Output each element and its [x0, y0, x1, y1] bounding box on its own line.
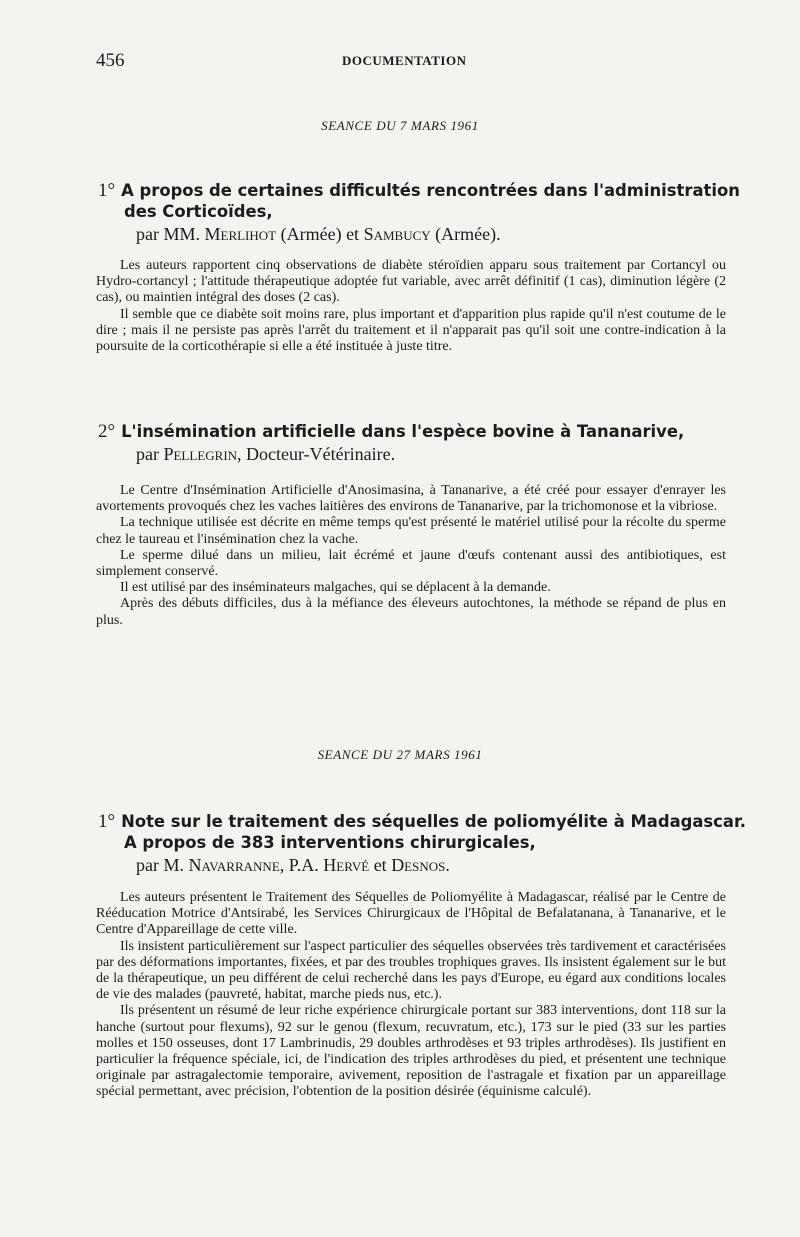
author-name: Merlihot: [204, 224, 277, 244]
author-name: Desnos: [391, 855, 446, 875]
article-authors: par M. Navarranne, P.A. Hervé et Desnos.: [136, 855, 450, 875]
paragraph: Après des débuts difficiles, dus à la méfiance des éleveurs autochtones, la méthode se répand de plus en plus.: [96, 596, 726, 628]
paragraph: Il est utilisé par des inséminateurs malgaches, qui se déplacent à la demande.: [120, 580, 551, 596]
paragraph: Le Centre d'Insémination Artificielle d'Anosimasina, à Tananarive, a été créé pour essayer d'enrayer les avortements provoqués chez les vaches laitières des environs de Tananarive, par la trichomonose et la vibriose.: [96, 483, 726, 515]
author-name: Pellegrin: [163, 444, 238, 464]
paragraph: Les auteurs présentent le Traitement des Séquelles de Poliomyélite à Madagascar, réalisé par le Centre de Rééducation Motrice d'Antsirabé, les Services Chirurgicaux de l'Hôpital de Befalatanana, à Tananarive, et le Centre d'Appareillage de cette ville.: [96, 890, 726, 938]
article-body: [96, 258, 726, 355]
paragraph: Les auteurs rapportent cinq observations de diabète stéroïdien apparu sous traitement par Cortancyl ou Hydro-cortancyl ; l'attitude thérapeutique adoptée fut variable, avec arrêt définitif (1 cas), diminution légère (2 cas), ou maintien intégral des doses (2 cas).: [96, 258, 726, 306]
author-name: Hervé: [323, 855, 370, 875]
running-title: DOCUMENTATION: [342, 53, 467, 68]
paragraph: Ils insistent particulièrement sur l'aspect particulier des séquelles observées très tardivement et caractérisées par des déformations importantes, fixées, et par des troubles trophiques graves. Ils insistent également sur le but de la thérapeutique, un peu différent de celui recherché dans les pays d'Europe, eu égard aux conditions locales de vie des malades (pauvreté, habitat, marche pieds nus, etc.).: [96, 938, 726, 1003]
author-name: Navarranne: [188, 855, 280, 875]
article-title-line: 1° Note sur le traitement des séquelles de poliomyélite à Madagascar.: [98, 811, 746, 832]
author-name: Sambucy: [363, 224, 431, 244]
article-title-line: A propos de 383 interventions chirurgicales,: [124, 833, 536, 852]
article-authors: par Pellegrin, Docteur-Vétérinaire.: [136, 444, 396, 464]
paragraph: La technique utilisée est décrite en même temps qu'est présenté le matériel utilisé pour la récolte du sperme chez le taureau et l'insémination chez la vache.: [96, 515, 726, 547]
session-heading: SEANCE DU 7 MARS 1961: [321, 118, 479, 133]
article-body: [96, 483, 726, 629]
session-heading: SEANCE DU 27 MARS 1961: [317, 747, 483, 762]
article-title: [98, 811, 746, 877]
article-title-line: des Corticoïdes,: [124, 202, 273, 221]
article-title: [98, 421, 738, 466]
article-title: [98, 180, 738, 246]
article-body: [96, 890, 726, 1101]
paragraph: Il semble que ce diabète soit moins rare, plus important et d'apparition plus rapide qu'il n'est coutume de le dire ; mais il ne persiste pas après l'arrêt du traitement et il n'apparait pas qu'il soit une contre-indication à la poursuite de la corticothérapie si elle a été instituée à juste titre.: [96, 306, 726, 355]
article-number: 1°: [98, 180, 116, 201]
page-number: 456: [96, 50, 125, 71]
article-title-line: 1° A propos de certaines difficultés rencontrées dans l'administration: [98, 180, 740, 201]
paragraph: Le sperme dilué dans un milieu, lait écrémé et jaune d'œufs contenant aussi des antibiotiques, est simplement conservé.: [96, 547, 726, 580]
paragraph: Ils présentent un résumé de leur riche expérience chirurgicale portant sur 383 interventions, dont 118 sur la hanche (surtout pour flexums), 92 sur le genou (flexum, recuvratum, etc.), 173 sur le pied (33 sur les parties molles et 150 osseuses, dont 17 Lambrinudis, 29 doubles arthrodèses et 93 triples arthrodèses). Ils justifient en particulier la fréquence spéciale, ici, de l'indication des triples arthrodèses du pied, et présentent une technique originale par astragalectomie temporaire, avivement, reposition de l'astragale et fixation par un appareillage spécial permettant, avec précision, l'obtention de la position désirée (équinisme calculé).: [96, 1003, 726, 1100]
running-head: [96, 50, 736, 70]
article-number: 1°: [98, 811, 116, 832]
article-title-line: 2° L'insémination artificielle dans l'espèce bovine à Tananarive,: [98, 421, 685, 442]
article-authors: par MM. Merlihot (Armée) et Sambucy (Armée).: [136, 224, 501, 244]
article-number: 2°: [98, 421, 116, 442]
